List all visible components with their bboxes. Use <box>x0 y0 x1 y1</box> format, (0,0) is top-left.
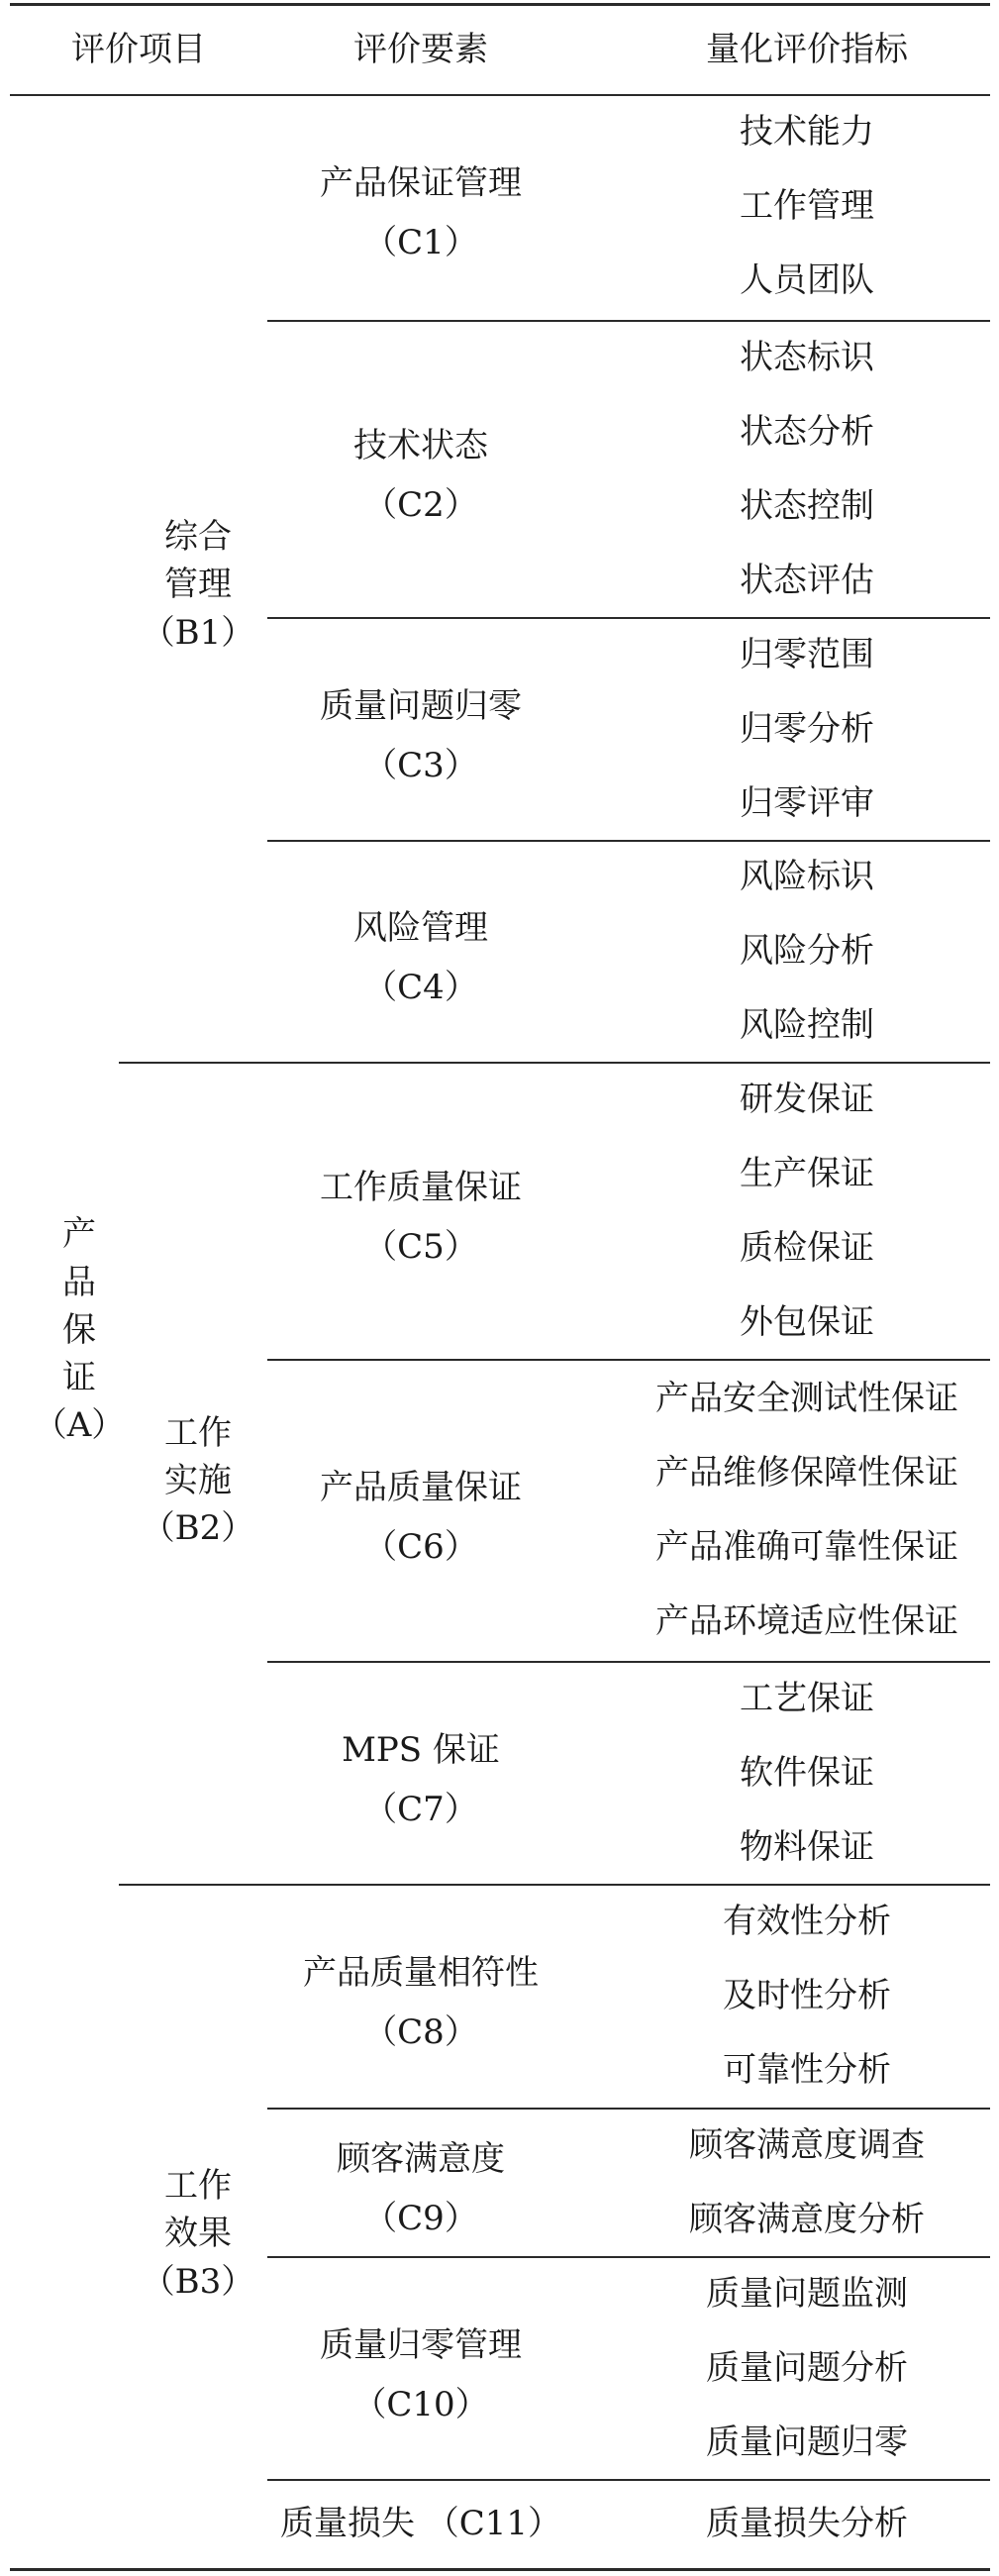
element-name: 产品质量相符性 <box>303 1953 539 1993</box>
group-name-line: 工作 <box>164 1412 232 1453</box>
element-name: 风险管理 <box>353 908 488 948</box>
element-name: 产品保证管理 <box>320 163 522 203</box>
indicator: 风险控制 <box>740 1005 874 1045</box>
element-divider <box>267 2479 990 2481</box>
evaluation-item-char: 产 <box>62 1214 96 1255</box>
element-code: （C5） <box>363 1227 478 1267</box>
indicator: 工艺保证 <box>740 1678 874 1718</box>
evaluation-item-char: 证 <box>62 1358 96 1398</box>
element-name: 质量问题归零 <box>320 685 522 726</box>
bottom-rule <box>10 2568 990 2571</box>
group-name-line: 实施 <box>164 1460 232 1500</box>
element-divider <box>267 840 990 842</box>
element-divider <box>267 617 990 619</box>
indicator: 及时性分析 <box>723 1976 891 2015</box>
group-divider <box>119 1884 990 1886</box>
group-divider <box>119 1062 990 1064</box>
indicator: 外包保证 <box>740 1301 874 1342</box>
element-name: 技术状态 <box>353 426 488 465</box>
indicator-header: 量化评价指标 <box>706 30 908 69</box>
evaluation-item-a <box>34 1210 126 1449</box>
element-name: 质量损失 （C11） <box>279 2504 562 2543</box>
element-code: （C7） <box>363 1789 478 1829</box>
element-name: 顾客满意度 <box>337 2139 505 2179</box>
indicator: 顾客满意度调查 <box>689 2124 925 2165</box>
indicator: 工作管理 <box>740 186 874 226</box>
element-code: （C2） <box>363 485 478 525</box>
element-code: （C4） <box>363 968 478 1007</box>
indicator: 质量问题归零 <box>706 2421 908 2462</box>
group-code: （B1） <box>141 612 255 653</box>
top-rule <box>10 3 990 6</box>
element-name: 工作质量保证 <box>320 1168 522 1207</box>
indicator: 人员团队 <box>740 260 874 300</box>
evaluation-group-b2 <box>142 1409 255 1553</box>
indicator: 顾客满意度分析 <box>689 2199 925 2239</box>
indicator: 产品安全测试性保证 <box>655 1379 958 1418</box>
element-code: （C1） <box>363 223 478 262</box>
indicator: 归零评审 <box>740 782 874 823</box>
evaluation-item-code: （A） <box>33 1405 126 1446</box>
indicator: 风险标识 <box>740 857 874 896</box>
evaluation-item-char: 保 <box>62 1309 96 1350</box>
element-name: 质量归零管理 <box>320 2324 522 2365</box>
evaluation-group-b1 <box>142 513 255 657</box>
element-name: 产品质量保证 <box>320 1467 522 1507</box>
evaluation-group-b3 <box>142 2162 255 2306</box>
element-code: （C3） <box>363 745 478 785</box>
indicator: 状态标识 <box>740 337 874 377</box>
header-rule <box>10 94 990 96</box>
indicator: 技术能力 <box>740 112 874 152</box>
group-name-line: 综合 <box>164 517 232 558</box>
element-divider <box>267 2108 990 2110</box>
element-code: （C9） <box>363 2199 478 2238</box>
indicator: 状态评估 <box>740 560 874 600</box>
element-code: （C10） <box>352 2384 489 2424</box>
evaluation-item-header: 评价项目 <box>71 30 206 69</box>
group-code: （B2） <box>141 1508 255 1549</box>
element-code: （C8） <box>363 2012 478 2052</box>
indicator: 归零范围 <box>740 634 874 674</box>
element-divider <box>267 2256 990 2258</box>
indicator: 研发保证 <box>740 1079 874 1119</box>
indicator: 风险分析 <box>740 931 874 971</box>
indicator: 质检保证 <box>740 1227 874 1268</box>
indicator: 质量损失分析 <box>706 2504 908 2543</box>
indicator: 可靠性分析 <box>723 2050 891 2090</box>
indicator: 产品环境适应性保证 <box>655 1601 958 1641</box>
element-name: MPS 保证 <box>342 1729 500 1770</box>
indicator: 质量问题分析 <box>706 2347 908 2388</box>
indicator: 产品维修保障性保证 <box>655 1453 958 1493</box>
evaluation-item-char: 品 <box>62 1262 96 1302</box>
indicator: 质量问题监测 <box>706 2273 908 2314</box>
indicator: 归零分析 <box>740 708 874 749</box>
group-name-line: 工作 <box>164 2166 232 2207</box>
indicator: 状态控制 <box>740 485 874 526</box>
element-divider <box>267 1661 990 1663</box>
indicator: 有效性分析 <box>723 1902 891 1941</box>
indicator: 产品准确可靠性保证 <box>655 1527 958 1567</box>
group-name-line: 管理 <box>164 565 232 605</box>
indicator: 物料保证 <box>740 1826 874 1867</box>
indicator: 状态分析 <box>740 411 874 452</box>
element-code: （C6） <box>363 1526 478 1567</box>
group-code: （B3） <box>141 2261 255 2302</box>
element-divider <box>267 320 990 322</box>
indicator: 生产保证 <box>740 1153 874 1193</box>
group-name-line: 效果 <box>164 2214 232 2254</box>
evaluation-element-header: 评价要素 <box>353 30 488 69</box>
indicator: 软件保证 <box>740 1752 874 1793</box>
element-divider <box>267 1359 990 1361</box>
